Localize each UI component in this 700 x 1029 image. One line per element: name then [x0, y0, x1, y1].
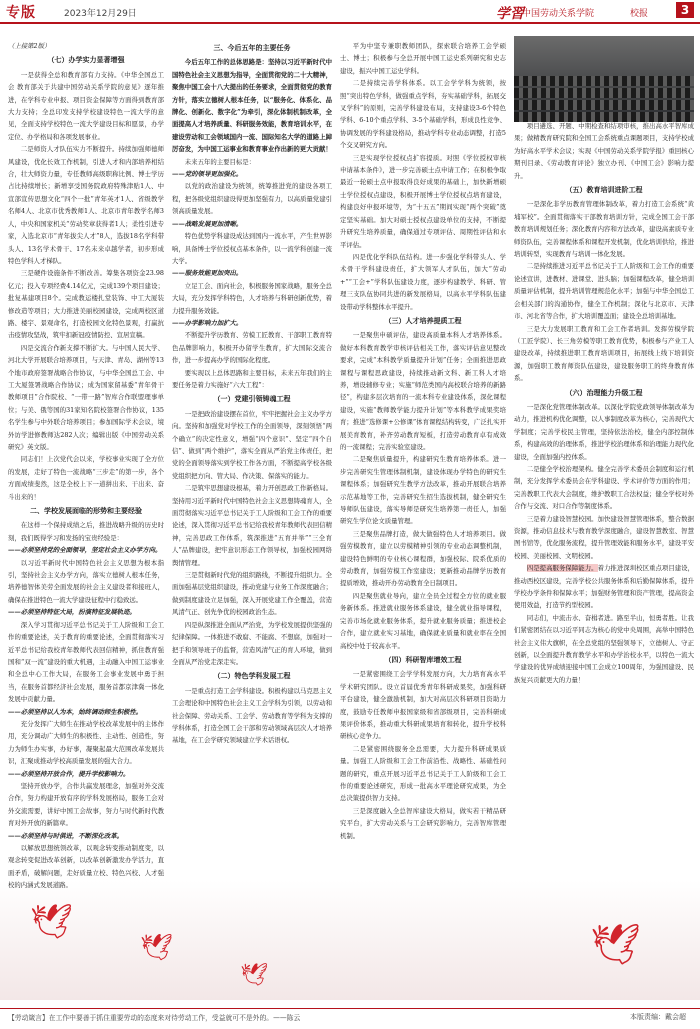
dove-icon: 🕊	[140, 933, 174, 963]
paragraph: 同志们，中流击水、奋楫者进。路至半山，恒勇者胜。让我们紧密团结在以习近平同志为核心的党中央周围，高举中国特色社会主义伟大旗帜，在全总党组的坚强领导下，立德树人、守正创新，以全面提升教育教学水平和办学治校水平，以特色一流大学建设的优异成绩迎接中国工会成立100周年，为强国建设、民族复兴贡献更大的力量！	[514, 613, 694, 684]
paragraph: 项目遴选、开题、中期检查和结项审核，推出高水平智库成果；做精教育研究院和全国工会系统重点课题项目，支持学校成为好高水平学术会议；实现《中国劳动关系学院学报》重回核心期刊目录、《劳动教育评论》独立办刊、《中国工会》影响力提升。	[514, 122, 694, 180]
principle-line: ——必须坚持与时俱进，不断深化改革。	[8, 831, 124, 840]
paragraph: 一是聚焦申硕评估，建设高质量本科人才培养体系。做好本科教育教学审核评估相关工作，落实评估意见整改要求，完成“本科教学质量提升计划”任务；全面推进思政课程与课程思政建设，持续推动新文科、新工科人才培养，增设辅修专业；实施“师范类国内高校联合培养的新路径”，构建多层次培育的一流本科专业建设体系，深化课程建设，实施“教师教学能力提升计划”等本科教学成果奖培育；推进“选修课+公修课”体育课程结构转变，广泛扎实开展美育教育，补齐劳动教育短板，打造劳动教育卓有成效的一流课程；完善实验室建设。	[340, 331, 506, 451]
paragraph: 今后五年工作的总体思路是：坚持以习近平新时代中国特色社会主义思想为指导，全面贯彻党的二十大精神，聚焦中国工会十八大提出的任务要求，全面贯彻党的教育方针，落实立德树人根本任务，以“服务化、体系化、品牌化、创新化、数字化”为牵引，深化体制机制改革，全面提高人才培养质量、科研服务效能，教育培训水平，在建设劳动和工会领域国内一流、国际知名大学的道路上踔厉奋发，为中国工运事业和教育事业作出新的更大贡献！	[172, 58, 332, 154]
paragraph: 三是贯彻新时代党的组织路线，不断提升组织力。全面加强基层党组织建设，推动党建与业务工作深度融合；做到制度建设立足加强，深入开展党建工作全覆盖，营造风清气正、创先争优的校园政治生态。	[172, 571, 332, 617]
paragraph: 同志们！上次党代会以来，学校事业实现了全方位的发展，走好了特色一流战略“三步走”的第一步，各个方面成绩斐然，这是全校上下一道拼出来、干出来、奋斗出来的！	[8, 455, 164, 501]
goal-line: ——服务效能更加突出。	[172, 269, 243, 278]
paragraph: 四是优化学科队伍结构。进一步强化学科带头人、学术骨干学科建设责任，扩大领军人才队伍，加大“劳动+”“工会+”学科队伍建设力度，逐步构建教学、科研、管理三支队伍协同共进的新发展格局，以高水平学科队伍建设带动学科整体水平提升。	[340, 252, 506, 311]
paragraph: 以解放思想统领改革，以观念转变推动制度变，以观念转变促进改革创新，以改革创新激发办学活力，直面矛盾，破解问题，走好质量立校、特色兴校、人才强校的内涵式发展道路。	[8, 844, 164, 890]
footer-divider	[0, 1008, 700, 1009]
page-number: 3	[676, 2, 694, 18]
principle-line: ——必须坚持以人为本，始终调动师生积极性。	[8, 707, 143, 716]
paragraph: 四是交流合作新支撑不断扩大。与中国人民大学、河北大学开展联合培养项目，与天津、青岛、湖州等13个地市政府签署战略合作协议，与中华全国总工会、中工大厦签署战略合作协议；成为国家留基委“青年骨干教师项目”合作院校、“一带一路”智库合作联盟理事单位；与美、俄等国的31家知名院校签署合作协议，135名学生参与中外联合培养项目；参加国际学术会议，境外访学进修教师达282人次；编辑出版《中国劳动关系研究》英文版。	[8, 343, 164, 451]
column-2	[172, 40, 332, 920]
dove-icon: 🕊	[590, 922, 641, 968]
section-heading: （五）教育培训进阶工程	[565, 185, 643, 195]
brand-logo: 学習	[496, 6, 524, 22]
editor-credit: 本版责编：戴会超	[630, 1013, 686, 1021]
column-1	[8, 40, 164, 890]
paragraph: 在这样一个保持成绩之后，推进战略升级的历史时刻，我们既得学习和发扬的宝贵经验是：	[8, 521, 164, 542]
paragraph-text: 着力推进深圳校区重点项目建设，推动西校区建设，完善学校公共服务体系和后勤保障体系，提升学校办学条件和保障水平；加强财务管理和资产管理，提高资金使用效益，打造节约型校园。	[514, 564, 695, 610]
paragraph: 四是纵深推进全面从严治党，为学校发展提供坚强的纪律保障。一体推进不敢腐、不能腐、不想腐，加强对一把手和领导班子的监督，营造风清气正的育人环境，做到全面从严治党走深走实。	[172, 620, 332, 666]
paragraph: 二是筑牢思想建设根基，着力开创思政工作新格局。坚持用习近平新时代中国特色社会主义思想铸魂育人，全面贯彻落实习近平总书记关于工人阶级和工会工作的重要论述，深入贯彻习近平总书记给我校青年教师代表回信精神，完善思政工作体系，筑深推进“五育并举”“三全育人”品牌建设，把牢意识形态工作领导权，加强校园网络舆情管理。	[172, 484, 332, 567]
paragraph: 深入学习贯彻习近平总书记关于工人阶级和工会工作的重要论述，关于教育的重要论述，全面贯彻落实习近平总书记给我校青年教师代表回信精神，抓住教育强国和“双一流”建设的重大机遇，主动融入中国工运事业和全总中心工作大局，在服务工会事业发展中勇于担当，在服务首都经济社会发展，服务首都京津冀一体化发展中贡献力量。	[8, 620, 164, 704]
meeting-photo	[514, 36, 694, 120]
paragraph: 二是紧密围绕服务全总需要，大力提升科研成果质量。加强工人阶级和工会工作前沿性、战略性、基础性问题的研究，重点开展习近平总书记关于工人阶级和工会工作的重要论述研究，形成一批高水平理论研究成果，为全总决策提供智力支持。	[340, 744, 506, 803]
paragraph: 四是聚焦就业导向，建立全员全过程全方位的就业服务新体系。推进就业服务体系建设，健全就业指导课程，完善市场化就业服务体系，提升就业服务质量；推进校企合作，建立就业实习基地，确保就业质量和就业率在全国高校中处于较高水平。	[340, 591, 506, 650]
dove-icon: 🕊	[240, 963, 268, 988]
paragraph: 三是深度融入全总智库建设大格局，做实若干精品研究平台，扩大劳动关系与工会研究影响力，完善智库管理机制。	[340, 806, 506, 840]
paragraph: 一是深化党管理体制改革。以深化学院党政领导体制改革为动力，推进机构优化调整，以人事制度改革为核心，完善现代大学制度；完善学校民主管理，坚持依法治校，健全内部控制体系，构建高效的治理体系，推进学校治理体系和治理能力现代化建设，全面加强内控体系。	[514, 402, 694, 461]
section-tag: 专版	[6, 5, 36, 21]
goal-line: ——战略发展更加清晰。	[172, 219, 243, 228]
section-heading: （四）科研智库增效工程	[384, 654, 462, 664]
paragraph: 特色优势学科建设成达到国内一流水平，产生世界影响，具备博士学位授权点基本条件，以一流学科创建一流大学。	[172, 232, 332, 265]
principle-line: ——必须坚持开放合作，提升学校影响力。	[8, 769, 130, 778]
paragraph: 以习近平新时代中国特色社会主义思想为根本指引，坚持社会主义办学方向，落实立德树人根本任务，培养德智体美劳全面发展的社会主义建设者和接班人，确保在推进特色一流大学建设征程中行稳致远。	[8, 558, 164, 604]
paragraph: 二是健全学校治理架构。健全完善学术委员会制度和运行机制，充分发挥学术委员会在学科建设、学术评价等方面的作用；完善教职工代表大会制度，维护教职工合法权益；健全学校对外合作与交流、对口合作等制度体系。	[514, 464, 694, 511]
column-3	[340, 40, 506, 960]
paragraph: 二是持续推进习近平总书记关于工人阶级和工会工作的重要论述宣讲，进教材、进课堂、进头脑；加强课程改革，健全培训质量评估机制，提升培训管理规范化水平；加强与中华全国总工会相关部门的沟通协作，健全工作机制；深化与北京市、天津市、河北省等合作，扩大培训覆盖面；建设全总培训基地。	[514, 262, 694, 321]
paragraph: 三是大力发展职工教育和工会工作者培训。发挥劳模学院（工匠学院）、长三角劳模等职工教育优势，积极参与产业工人建设改革，持续推进职工教育培训项目，拓展线上线下培训资源，加强职工教育师资队伍建设，建设服务职工的终身教育体系。	[514, 324, 694, 383]
paragraph: 三是硬件设施条件不断改善。筹集各项资金23.98亿元；投入专项经费4.14亿元，完成139个项目建设；批复基建项目8个。完成教运楼扎堂装饰、中工大厦装修改造等项目；大力推进美丽校园建设，完成两校区道路、楼宇、景观命名，打造校园文化特色景观，打赢抗击疫情攻坚战，筑牢扣新冠疫情防控、宣居宣稿。	[8, 269, 164, 340]
goal-line: ——党的领导更加强化。	[172, 170, 243, 179]
paragraph: 三是着力建设智慧校园。加快建设智慧管理体系，整合数据资源，推动信息技术与教育教学深度融合，建设智慧教室、智慧图书馆等，优化服务流程，提升管理效能和服务水平，建设平安校园、美丽校园、文明校园。	[514, 514, 694, 560]
brand-name: 中国劳动关系学院	[522, 9, 595, 19]
section-heading: （二）特色学科发展工程	[213, 671, 291, 681]
paragraph: 一是重点打造工会学科建设。积极构建以马克思主义工会理论和中国特色社会主义工会学科为引领，以劳动和社会保障、劳动关系、工会学、劳动教育等学科为支撑的学科体系，打造全国工会干部和劳动领域高层次人才培养基地，在工会学研究领域建立学术话语权。	[172, 686, 332, 745]
section-heading: 三、今后五年的主要任务	[213, 43, 291, 52]
paragraph: 要实现以上总体思路和主要目标，未来五年我们的主要任务是着力实施好“六大工程”：	[172, 368, 332, 389]
principle-line: ——必须坚持特征大局，扮演特征发展轨迹。	[8, 608, 136, 617]
paragraph: 一是把政治建设摆在首位，牢牢把握社会主义办学方向。坚持和加强党对学校工作的全面领导，深刻领悟“两个确立”的决定性意义，增强“四个意识”、坚定“四个自信”、做到“两个维护”，落实全面从严治党主体责任，把党的全面领导落实到学校工作各方面，不断提高学校各级党组织把方向、管大局、作决策、保落实的能力。	[172, 409, 332, 480]
paragraph: 二是师资人才队伍实力不断提升。持续加强师德师风建设，优化长效工作机制，引进人才和内部培养相结合，壮大师资力量，专任教师高级职称比例、博士学历占比持续增长；新增享受国务院政府特殊津贴1人、中宣部宣传思想文化“四个一批”青年英才1人、省级教学名师4人、北京市优秀教师1人、北京市青年教学名师3人，中央和国家机关“劳动奖章获得者1人；柔性引进专家，入选北京市“青年拔尖人才”8人，选拔18名学科带头人、13名学术骨干、17名未来卓越学者，初步形成特色学科人才梯队。	[8, 145, 164, 265]
highlighted-phrase: 四是提高服务保障能力。	[526, 564, 598, 573]
paragraph: 未来五年的主要目标是：	[184, 157, 256, 166]
masthead	[0, 0, 700, 24]
principle-line: ——必须坚持党的全面领导，坚定社会主义办学方向。	[8, 546, 162, 555]
paragraph: 二是持续完善学科体系。以工会学学科为统领，按照“突出特色学科，做强重点学科，夯实基础学科，拓展交叉学科”的原则，完善学科建设布局，支持建设3-6个特色学科、6-10个重点学科、3-5个基础学科，形成良性竞争、协调发展的学科建设格局，推动学科专业动态调整，打造5个交叉研究方向。	[340, 79, 506, 150]
paragraph: 一是深化非学历教育管理体制改革，着力打造工会系统“黄埔军校”。全面贯彻落实干部教育培训方针，完成全国工会干部教育培训规划任务；深化教育内容和方法改革，建设高素质专业师资队伍，完善课程体系和课程开发机制，优化培训供给，推进培训转型，实现教育与培训一体化发展。	[514, 200, 694, 259]
section-heading: 二、学校发展面临的形势和主要经验	[30, 506, 142, 516]
section-heading: （六）治理能力升级工程	[565, 387, 643, 397]
paragraph: 充分发挥广大师生在推动学校改革发展中的主体作用，充分调动广大师生的积极性、主动性、创造性，努力为师生办实事，办好事，凝聚起最大范围改革发展共识，汇聚成推动学校高质量发展的强大合力。	[8, 719, 164, 766]
section-heading: （三）人才培养提质工程	[384, 315, 462, 325]
paragraph: 一是获得全总和教育部有力支持。《中华全国总工会 教育部关于共建中国劳动关系学院的意见》逐年推进，在学科专业申报、项目资金保障等方面得到教育部大力支持；全总印发支持学校建设特色一流大学的意见，全面支持学校特色一流大学建设目标和愿景，办学定位、办学格局和各项发展事业。	[8, 70, 164, 141]
paragraph: 三是实现学位授权点扩容提质。对照《学位授权审核申请基本条件》，进一步完善硕士点申请工作；在积极争取最近一轮硕士点申报取得良好成果的基础上，加快新增硕士学位授权点建设，积极开展博士学位授权点培育建设，构建良好申报环境等，为“十五五”期间实现“两个突破”奠定坚实基础。加大对硕士授权点建设单位的支持，不断提升研究生培养质量，确保通过专项评估、周期性评估和水平评估。	[340, 153, 506, 249]
dove-icon: 🕊	[30, 902, 74, 942]
edition-label: 校报	[630, 9, 649, 19]
continued-note: （上接第2版）	[8, 42, 51, 50]
paragraph: 以党的政治建设为统领，统筹推进党的建设各项工程，把各级党组织建设得更加坚强有力，以高质量党建引领高质量发展。	[172, 182, 332, 216]
section-heading: （七）办学实力显著增强	[47, 55, 125, 65]
issue-date: 2023年12月29日	[64, 9, 137, 19]
paragraph: 不断提升学历教育、劳模工匠教育、干部职工教育特色品牌影响力，积极开办留学生教育，扩大国际交流合作，进一步提高办学的国际化程度。	[172, 331, 332, 365]
paragraph: 平为中坚专兼职教师团队，探索联合培养工会学硕士、博士；积极参与全总开展中国工运史系列研究和史志建设，振兴中国工运史学科。	[340, 42, 506, 75]
column-4	[514, 120, 694, 920]
paragraph: 一是紧密围绕工会学学科发展方向，大力培育高水平学术研究团队。设立首届优秀青年科研成果奖，加强科研平台建设，健全激励机制，加大对高层次科研项目资助力度，鼓励专任教师申报国家级和省部级项目，完善科研成果评价体系，推动重大科研成果培育和转化，提升学校科研核心竞争力。	[340, 670, 506, 741]
paragraph: 坚持开放办学，合作共赢发展理念，加强对外交流合作，努力构建开放有序的学科发展格局，服务工会对外交流需要，讲好中国工会故事，努力与时代新时代教育对外开放的新篇章。	[8, 781, 164, 828]
footer-motto: 【劳动箴言】在工作中要善于抓住重要劳动的态度来对待劳动工作，受益就可不是外的。——陈云	[8, 1014, 301, 1022]
section-heading: （一）党建引领铸魂工程	[213, 394, 291, 404]
paragraph: 立足工会、面向社会，积极服务国家战略，服务全总大局，充分发挥学科特色，人才培养与科研创新优势，着力提升服务效能。	[172, 281, 332, 315]
goal-line: ——办学影响力加扩大。	[172, 318, 243, 327]
paragraph	[514, 562, 694, 612]
paragraph: 二是聚焦质量提升，构建研究生教育培养体系。进一步完善研究生管理体制机制，建设体现办学特色的研究生课程体系；加强研究生教学方法改革，推动开展联合培养示范基地等工作，完善研究生招生选拔机制，健全研究生导师队伍建设，落实导师是研究生培养第一责任人，加强研究生学位论文质量管理。	[340, 455, 506, 526]
paragraph: 三是聚焦品牌打造，做大做强特色人才培养项目。做强劳模教育，建立以劳模精神引领的专业动态调整机制，建设特色鲜明的专业核心课程群，加强校际、院系优质的劳动教育，加强劳模工作室建设；更新推动品牌学历教育提质增效，推动开办劳动教育全日制项目。	[340, 529, 506, 588]
